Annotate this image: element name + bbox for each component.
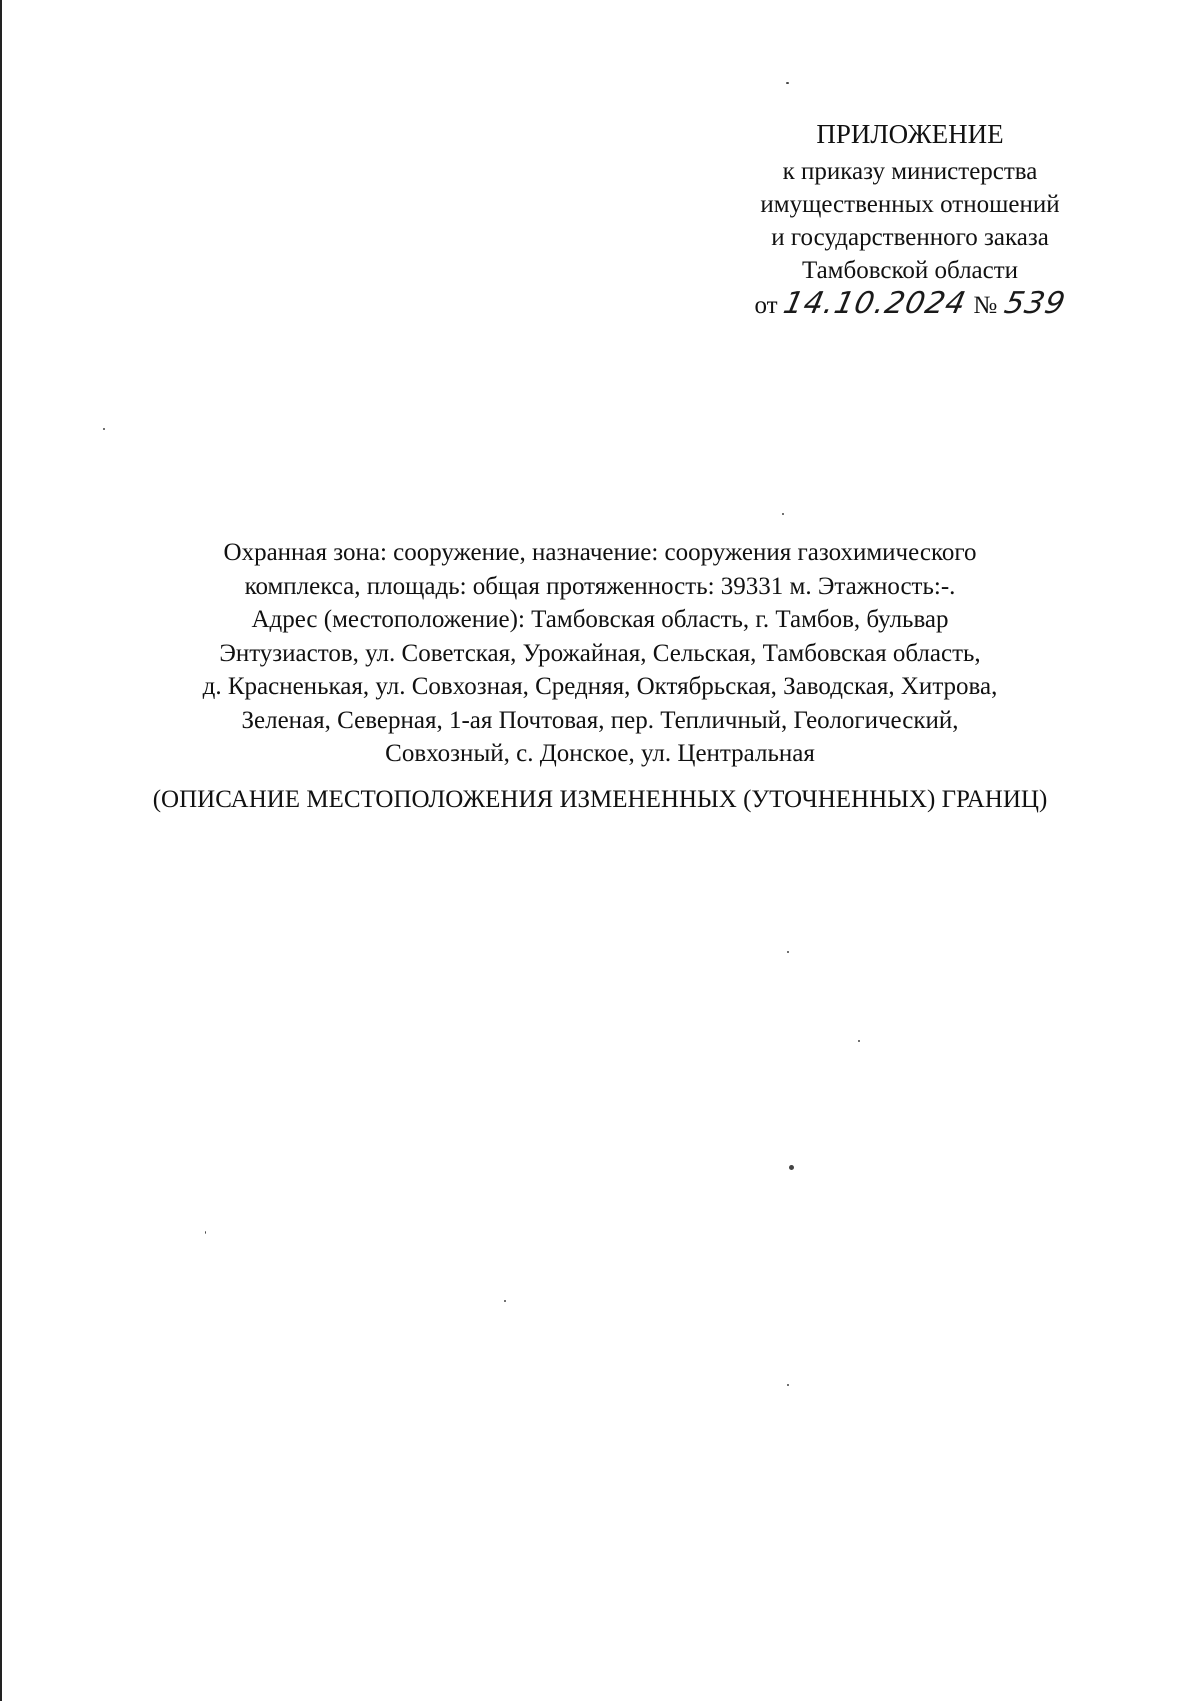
scan-speck (787, 951, 789, 953)
document-title (150, 536, 1050, 771)
appendix-line-2: имущественных отношений (760, 191, 1060, 218)
title-line-4: Энтузиастов, ул. Советская, Урожайная, Сельская, Тамбовская область, (219, 639, 981, 667)
appendix-line-3: и государственного заказа (771, 224, 1049, 251)
appendix-line-4: Тамбовской области (801, 257, 1019, 284)
scan-speck (786, 82, 789, 84)
scan-speck (789, 1165, 794, 1170)
order-date-handwritten: 14.10.2024 (779, 286, 970, 321)
title-line-3: Адрес (местоположение): Тамбовская область, г. Тамбов, бульвар (251, 606, 949, 633)
order-reference (700, 287, 1120, 322)
order-number-handwritten: 539 (1001, 286, 1070, 321)
scan-speck (103, 428, 105, 430)
title-line-6: Зеленая, Северная, 1-ая Почтовая, пер. Тепличный, Геологический, (241, 706, 959, 734)
scan-speck (782, 513, 784, 515)
scan-edge (0, 0, 2, 1701)
scan-speck (205, 1231, 206, 1234)
appendix-heading: ПРИЛОЖЕНИЕ (816, 119, 1004, 149)
title-line-7: Совхозный, с. Донское, ул. Центральная (385, 740, 815, 767)
title-line-1: Охранная зона: сооружение, назначение: сооружения газохимического (223, 539, 977, 566)
appendix-line-1: к приказу министерства (782, 158, 1038, 185)
appendix-block (700, 118, 1120, 322)
order-prefix: от (754, 292, 778, 319)
document-subtitle: (ОПИСАНИЕ МЕСТОПОЛОЖЕНИЯ ИЗМЕНЕННЫХ (УТОЧНЕННЫХ) ГРАНИЦ) (152, 786, 1048, 813)
scan-speck (504, 1300, 506, 1302)
title-line-5: д. Красненькая, ул. Совхозная, Средняя, Октябрьская, Заводская, Хитрова, (202, 673, 998, 700)
scan-speck (858, 1040, 860, 1042)
title-line-2: комплекса, площадь: общая протяженность: 39331 м. Этажность:-. (244, 572, 956, 600)
scan-speck (787, 1384, 789, 1386)
order-number-sign: № (973, 292, 998, 319)
